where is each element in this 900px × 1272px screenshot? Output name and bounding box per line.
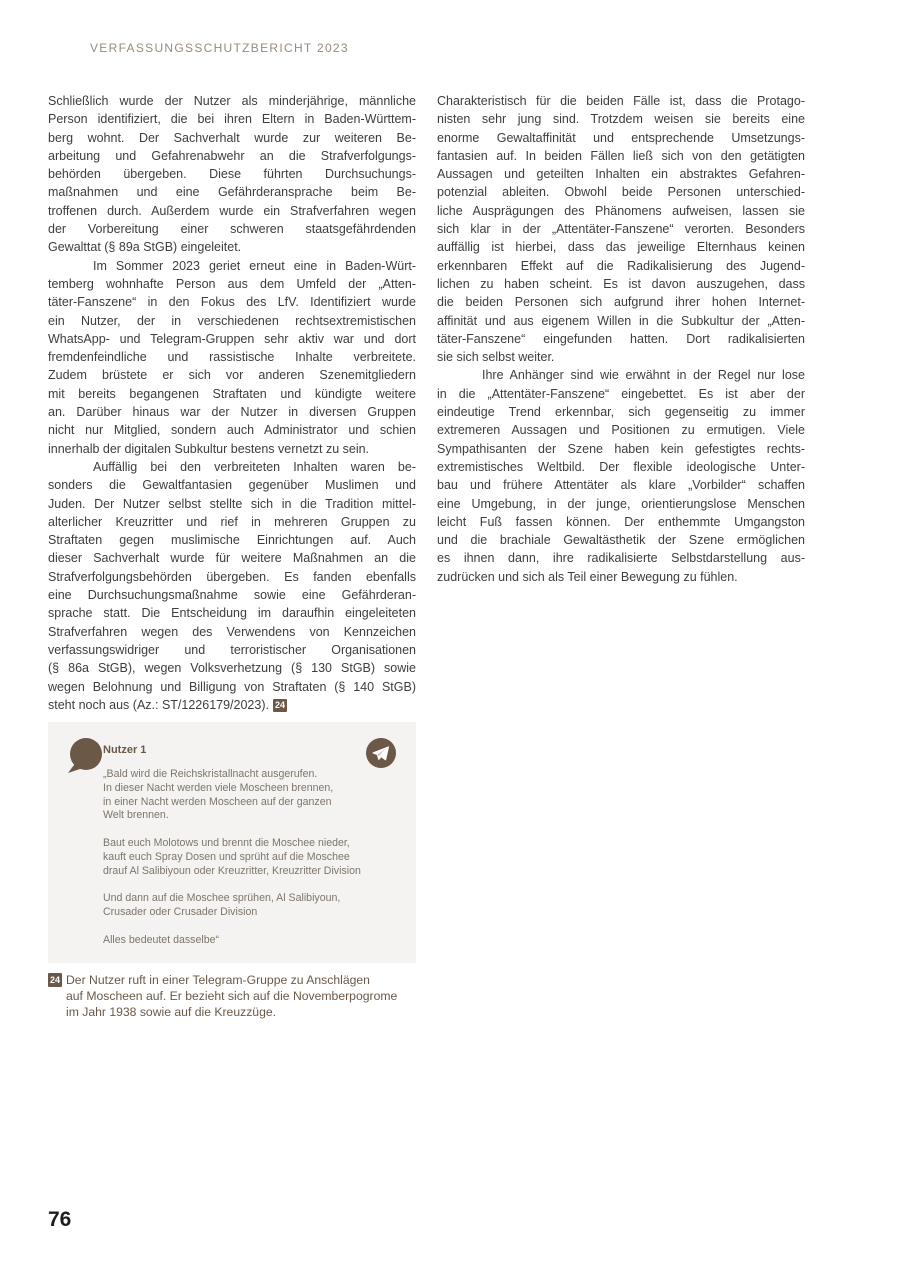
text-line: alterlicher Kreuzritter und rief in mehreren Gruppen zu (48, 514, 416, 529)
text-line: Aussagen und geteilten Inhalten ein abstraktes Gefahren- (437, 167, 805, 182)
quote-line: drauf Al Salibiyoun oder Kreuzritter, Kreuzritter Division (103, 864, 361, 877)
text-line: lichen zu haben scheint. Es ist davon auszugehen, dass (437, 276, 805, 291)
quote-line: Baut euch Molotows und brennt die Moschee nieder, (103, 836, 350, 849)
text-line: verfassungswidriger und terroristischer Organisationen (48, 642, 416, 657)
paragraph (48, 257, 416, 458)
text-line: Ihre Anhänger sind wie erwähnt in der Regel nur lose (482, 368, 805, 383)
body-columns (48, 92, 805, 714)
text-line: berg wohnt. Der Sachverhalt wurde zur weiteren Be- (48, 130, 416, 145)
quote-line: kauft euch Spray Dosen und sprüht auf die Moschee (103, 850, 350, 863)
text-line: Im Sommer 2023 geriet erneut eine in Baden-Würt- (93, 258, 416, 273)
text-line: eine Durchsuchungsmaßnahme sowie eine Gefährderan- (48, 588, 416, 603)
text-line: WhatsApp- und Telegram-Gruppen sehr aktiv war und dort (48, 331, 416, 346)
telegram-quote-box (48, 722, 416, 963)
quote-line: Alles bedeutet dasselbe“ (103, 933, 220, 946)
footnote-marker: 24 (50, 975, 61, 985)
text-line: sich klar in der „Attentäter-Fanszene“ verorten. Besonders (437, 222, 805, 237)
text-line: täter-Fanszene“ in den Fokus des LfV. Identifiziert wurde (48, 295, 416, 310)
text-line: Charakteristisch für die beiden Fälle ist, dass die Protago- (437, 94, 805, 108)
text-line: leicht Fuß fassen können. Der enthemmte Umgangston (437, 514, 805, 529)
text-line: es ihnen dann, ihre radikalisierte Selbstdarstellung aus- (437, 551, 805, 566)
quote-line: in einer Nacht werden Moscheen auf der ganzen (103, 795, 332, 808)
text-line: fantasien auf. In beiden Fällen ließ sich von den getätigten (437, 148, 805, 163)
text-line: Schließlich wurde der Nutzer als minderjährige, männliche (48, 94, 416, 108)
text-line: Strafverfolgungsbehörden übergeben. Es fanden ebenfalls (48, 569, 416, 584)
footnote-ref-badge: 24 (274, 699, 285, 710)
quote-stanza (103, 768, 400, 823)
text-line: erkennbaren Effekt auf die Radikalisierung des Jugend- (437, 258, 805, 273)
telegram-icon (366, 738, 396, 768)
text-line: täter-Fanszene“ eingefunden hatten. Dort radikalisierten (437, 331, 805, 346)
text-line: sonders die Gewaltfantasien gegenüber Muslimen und (48, 478, 416, 493)
quote-author: Nutzer 1 (103, 744, 147, 756)
paragraph (48, 458, 416, 714)
quote-line: „Bald wird die Reichskristallnacht ausgerufen. (103, 768, 318, 780)
quote-stanza (103, 837, 400, 878)
running-header: VERFASSUNGSSCHUTZBERICHT 2023 (90, 41, 349, 55)
speech-bubble-icon (62, 736, 106, 776)
text-line: maßnahmen und eine Gefährderansprache beim Be- (48, 185, 416, 200)
text-line: liche Ausprägungen des Phänomens aufweisen, lassen sie (437, 203, 805, 218)
text-line: bau und frühere Attentäter als klare „Vorbilder“ schaffen (437, 478, 805, 493)
text-line: zudrücken und sich als Teil einer Bewegung zu fühlen. (437, 569, 738, 584)
text-line: extremistisches Weltbild. Der flexible ideologische Unter- (437, 459, 805, 474)
text-line: an. Darüber hinaus war der Nutzer in diversen Gruppen (48, 405, 416, 420)
text-line: Straftaten gegen muslimische Einrichtungen auf. Auch (48, 533, 416, 548)
text-line: steht noch aus (Az.: ST/1226179/2023). 24 (48, 697, 285, 712)
quote-stanza (103, 892, 400, 920)
footnote-line: auf Moscheen auf. Er bezieht sich auf die Novemberpogrome (66, 989, 398, 1004)
left-column (48, 92, 416, 714)
text-line: affinität und aus eigenem Willen in die Subkultur der „Atten- (437, 313, 805, 328)
text-line: Zudem brüstete er sich vor anderen Szenemitgliedern (48, 368, 416, 383)
text-line: sprache statt. Die Entscheidung im daraufhin eingeleiteten (48, 606, 416, 621)
text-line: nicht nur Mitglied, sondern auch Administrator und schien (48, 423, 416, 438)
text-line: Sympathisanten der Szene haben kein gefestigtes rechts- (437, 441, 805, 456)
text-line: troffenen durch. Außerdem wurde ein Strafverfahren wegen (48, 203, 416, 218)
text-line: nisten sehr jung sind. Trotzdem weisen sie bereits eine (437, 112, 805, 127)
text-line: und die brachiale Gewaltästhetik der Szene ermöglichen (437, 533, 805, 548)
footnote-text (48, 972, 428, 1021)
text-line: eindeutige Trend erkennbar, sich gegenseitig zu immer (437, 405, 805, 420)
text-line: Person identifiziert, die bei ihren Eltern in Baden-Württem- (48, 112, 416, 127)
text-line: in die „Attentäter-Fanszene“ eingebettet. Es ist aber der (437, 386, 805, 401)
footnote (48, 972, 428, 1021)
text-line: Gewalttat (§ 89a StGB) eingeleitet. (48, 240, 242, 255)
text-line: potenzial ableiten. Obwohl beide Personen unterschied- (437, 185, 805, 200)
right-column (437, 92, 805, 714)
paragraph (437, 92, 805, 366)
text-line: (§ 86a StGB), wegen Volksverhetzung (§ 130 StGB) sowie (48, 661, 416, 676)
quote-line: In dieser Nacht werden viele Moscheen brennen, (103, 781, 334, 794)
text-line: sie sich selbst weiter. (437, 350, 555, 365)
text-line: ein Nutzer, der in verschiedenen rechtsextremistischen (48, 313, 416, 328)
text-line: extremeren Aussagen und Positionen zu ermutigen. Viele (437, 423, 805, 438)
text-line: mit bereits begangenen Straftaten und kündigte weitere (48, 386, 416, 401)
quote-line: Crusader oder Crusader Division (103, 905, 258, 918)
text-line: die beiden Personen sich aufgrund ihrer hohen Internet- (437, 295, 805, 310)
paragraph (437, 366, 805, 586)
text-line: temberg wohnhafte Person aus dem Umfeld der „Atten- (48, 276, 416, 291)
paragraph (48, 92, 416, 257)
text-line: auffällig ist hierbei, dass das jeweilige Elternhaus keinen (437, 240, 805, 255)
footnote-line: im Jahr 1938 sowie auf die Kreuzzüge. (66, 1005, 277, 1020)
text-line: fremdenfeindliche und rassistische Inhalte verbreitete. (48, 350, 416, 365)
text-line: wegen Belohnung und Billigung von Straftaten (§ 140 StGB) (48, 679, 416, 694)
text-line: dieser Sachverhalt wurde für weitere Maßnahmen an die (48, 551, 416, 566)
quote-line: Und dann auf die Moschee sprühen, Al Salibiyoun, (103, 892, 341, 905)
text-line: eine Umgebung, in der junge, orientierungslose Menschen (437, 496, 805, 511)
footnote-line: Der Nutzer ruft in einer Telegram-Gruppe zu Anschlägen (66, 973, 370, 987)
quote-text (48, 768, 416, 947)
text-line: innerhalb der digitalen Subkultur bestens vernetzt zu sein. (48, 441, 370, 456)
quote-line: Welt brennen. (103, 809, 169, 822)
text-line: Juden. Der Nutzer selbst stellte sich in die Tradition mittel- (48, 496, 416, 511)
text-line: Strafverfahren wegen des Verwendens von Kennzeichen (48, 624, 416, 639)
text-line: enorme Gewaltaffinität und entsprechende Umsetzungs- (437, 130, 805, 145)
quote-header (48, 722, 416, 768)
text-line: behörden übergeben. Diese führten Durchsuchungs- (48, 167, 416, 182)
text-line: Auffällig bei den verbreiteten Inhalten waren be- (93, 459, 416, 474)
text-line: der Vorbereitung einer schweren staatsgefährdenden (48, 222, 416, 237)
quote-stanza (103, 934, 400, 948)
page-number: 76 (48, 1208, 72, 1231)
text-line: arbeitung und Gefahrenabwehr an die Strafverfolgungs- (48, 148, 416, 163)
